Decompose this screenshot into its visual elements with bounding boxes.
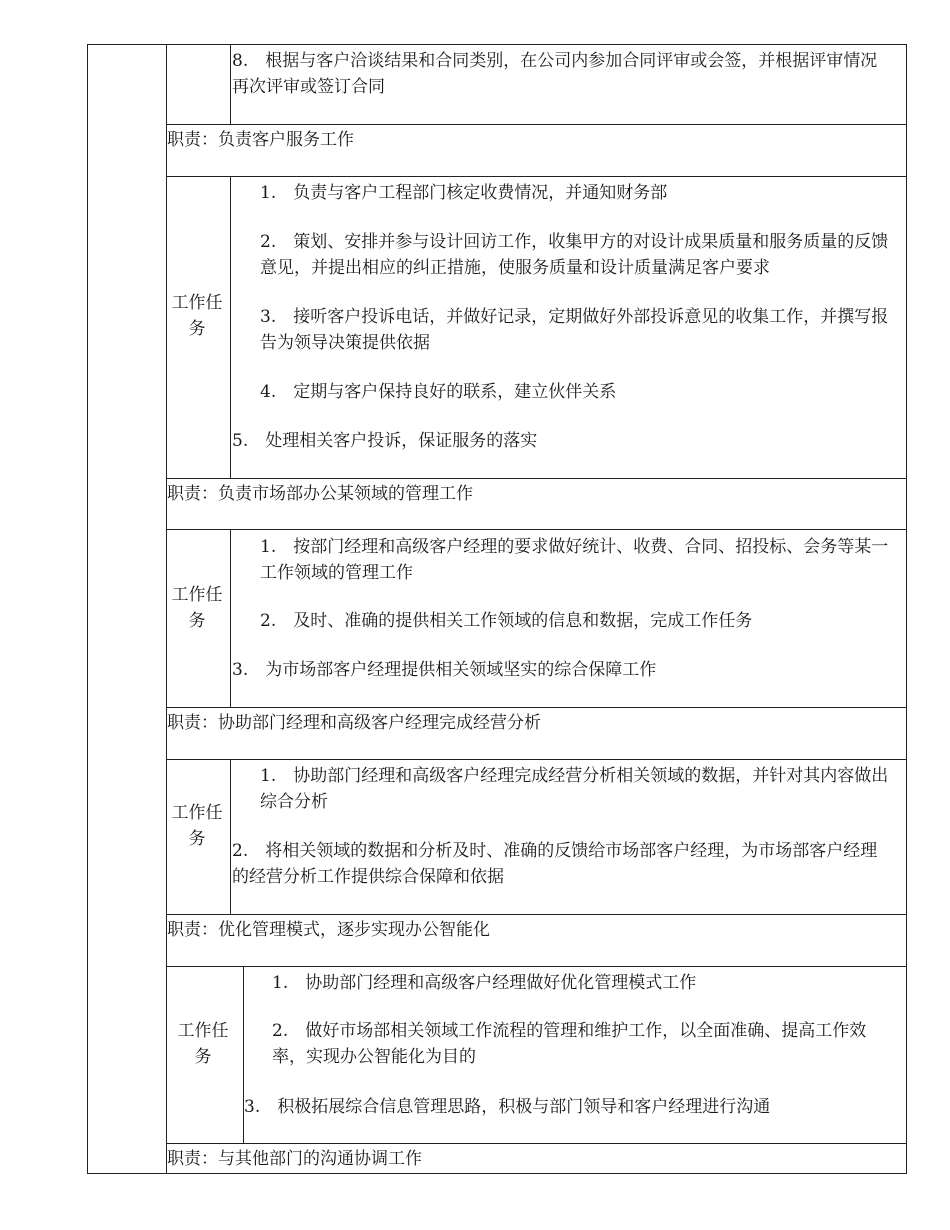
task-item: 3. 为市场部客户经理提供相关领域坚实的综合保障工作: [232, 660, 657, 680]
task-item: 2. 及时、准确的提供相关工作领域的信息和数据，完成工作任务: [260, 611, 753, 631]
duty-title: 职责：负责客户服务工作: [167, 130, 354, 150]
task-item: 5. 处理相关客户投诉，保证服务的落实: [232, 431, 538, 451]
work-task-label: 工作任务: [171, 293, 223, 339]
row-divider: [166, 966, 907, 967]
task-item: 2. 策划、安排并参与设计回访工作，收集甲方的对设计成果质量和服务质量的反馈意见，并提出相应的纠正措施，使服务质量和设计质量满足客户要求: [260, 232, 889, 278]
task-item: 4. 定期与客户保持良好的联系，建立伙伴关系: [260, 382, 617, 402]
row-divider: [166, 759, 907, 760]
row-divider: [166, 529, 907, 530]
outer-top-border: [87, 44, 907, 45]
task-item: 1. 按部门经理和高级客户经理的要求做好统计、收费、合同、招投标、会务等某一工作领域的管理工作: [260, 537, 889, 583]
task-item: 2. 将相关领域的数据和分析及时、准确的反馈给市场部客户经理，为市场部客户经理的经营分析工作提供综合保障和依据: [232, 841, 878, 887]
work-task-label: 工作任务: [171, 803, 223, 849]
label-divider: [230, 529, 231, 707]
label-divider: [230, 176, 231, 478]
row-divider: [166, 124, 907, 125]
task-item: 3. 积极拓展综合信息管理思路，积极与部门领导和客户经理进行沟通: [244, 1097, 771, 1117]
task-item: 2. 做好市场部相关领域工作流程的管理和维护工作，以全面准确、提高工作效率，实现办公智能化为目的: [272, 1021, 867, 1067]
duty-title: 职责：负责市场部办公某领域的管理工作: [167, 484, 473, 504]
outer-left-border: [87, 44, 88, 1174]
outer-bottom-border: [87, 1173, 907, 1174]
task-item: 1. 协助部门经理和高级客户经理做好优化管理模式工作: [272, 973, 697, 993]
row-divider: [166, 1143, 907, 1144]
row-divider: [166, 914, 907, 915]
label-divider: [230, 759, 231, 914]
duty-title: 职责：与其他部门的沟通协调工作: [167, 1149, 422, 1169]
task-item: 1. 协助部门经理和高级客户经理完成经营分析相关领域的数据，并针对其内容做出综合分析: [260, 766, 889, 812]
duty-title: 职责：优化管理模式，逐步实现办公智能化: [167, 920, 490, 940]
row-divider: [166, 707, 907, 708]
row-divider: [166, 176, 907, 177]
task-item: 8. 根据与客户洽谈结果和合同类别，在公司内参加合同评审或会签，并根据评审情况再次评审或签订合同: [232, 51, 878, 97]
outer-right-border: [906, 44, 907, 1174]
work-task-label: 工作任务: [177, 1021, 229, 1067]
duty-title: 职责：协助部门经理和高级客户经理完成经营分析: [167, 713, 541, 733]
task-item: 3. 接听客户投诉电话，并做好记录，定期做好外部投诉意见的收集工作，并撰写报告为领导决策提供依据: [260, 307, 889, 353]
work-task-label: 工作任务: [171, 585, 223, 631]
row-divider: [166, 478, 907, 479]
task-item: 1. 负责与客户工程部门核定收费情况，并通知财务部: [260, 183, 668, 203]
label-divider: [230, 44, 231, 124]
